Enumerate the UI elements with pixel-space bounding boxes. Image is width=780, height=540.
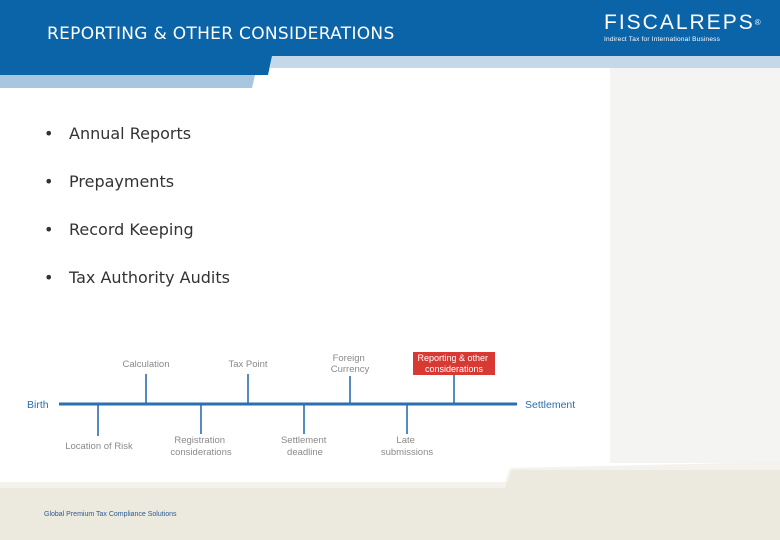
milestone-label-line: deadline xyxy=(287,447,323,458)
milestone-label-line: Reporting & other xyxy=(417,353,489,363)
milestone-label-location-of-risk xyxy=(65,441,133,452)
milestone-label-tax-point xyxy=(228,359,267,370)
bullet-text: Record Keeping xyxy=(69,220,194,239)
milestone-label-calculation xyxy=(123,359,170,370)
milestone-label-line: Calculation xyxy=(122,359,170,370)
milestone-label-line: submissions xyxy=(380,447,434,458)
page-title: REPORTING & OTHER CONSIDERATIONS xyxy=(47,24,395,44)
bullet-text: Prepayments xyxy=(69,172,175,191)
milestone-label-registration xyxy=(170,435,232,458)
bullet-marker: • xyxy=(44,124,54,143)
milestone-label-line: Tax Point xyxy=(228,359,268,370)
milestone-label-line: considerations xyxy=(170,447,232,458)
logo-name: FISCALREPS xyxy=(604,11,755,34)
milestone-label-foreign-currency xyxy=(331,353,370,375)
milestone-label-line: considerations xyxy=(424,364,484,374)
milestone-label-line: Settlement xyxy=(280,435,327,446)
milestone-label-settlement-deadline xyxy=(281,435,329,458)
bullet-marker: • xyxy=(44,172,54,191)
footer-tagline: Global Premium Tax Compliance Solutions xyxy=(44,511,177,518)
milestone-label-line: Location of Risk xyxy=(65,441,133,452)
milestone-label-line: Late xyxy=(396,435,415,446)
timeline-start-label: Birth xyxy=(27,399,49,411)
milestone-label-line: Registration xyxy=(174,435,226,446)
bullet-marker: • xyxy=(44,220,54,239)
milestone-label-late-submissions xyxy=(381,435,434,458)
logo-tagline: Indirect Tax for International Business xyxy=(604,36,721,43)
logo-registered-mark: ® xyxy=(754,18,761,27)
milestone-label-line: Foreign xyxy=(332,353,365,364)
bullet-marker: • xyxy=(44,268,54,287)
milestone-label-reporting xyxy=(417,353,490,374)
bullet-text: Annual Reports xyxy=(69,124,192,143)
milestone-label-line: Currency xyxy=(330,364,370,375)
timeline-end-label: Settlement xyxy=(525,399,576,411)
bullet-text: Tax Authority Audits xyxy=(69,268,230,287)
